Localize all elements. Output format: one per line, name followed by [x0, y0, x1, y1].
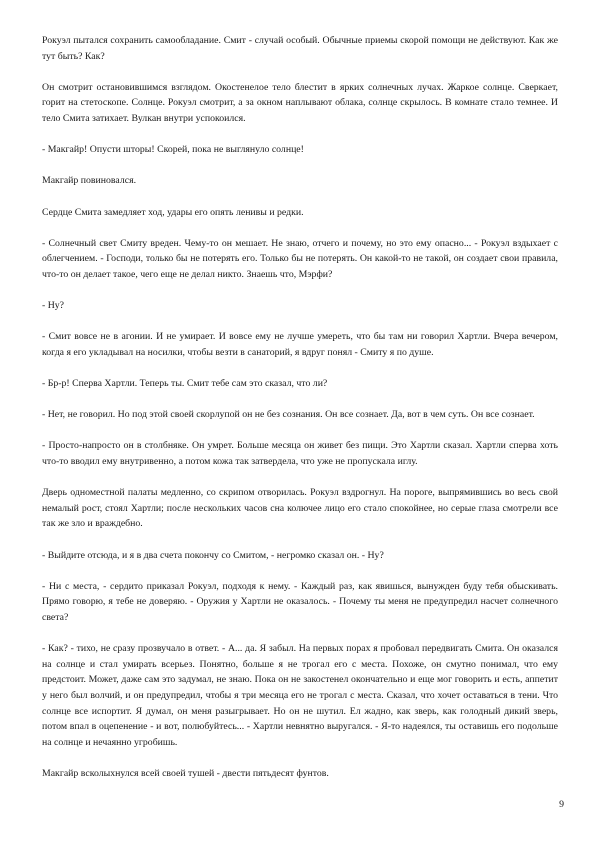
paragraph: - Нет, не говорил. Но под этой своей скорлупой он не без сознания. Он все сознает. Да, вот в чем суть. Он все сознает.	[42, 409, 535, 421]
body-text-column	[42, 33, 558, 782]
paragraph: Макгайр повиновался.	[42, 175, 137, 187]
paragraph: Дверь одноместной палаты медленно, со скрипом отворилась. Рокуэл вздрогнул. На пороге, выпрямившись во весь свой немалый рост, стоял Хартли; после нескольких часов сна колючее лицо его стало спокойнее, но серые глаза смотрели все так же зло и враждебно.	[42, 487, 558, 530]
paragraph: Макгайр всколыхнулся всей своей тушей - двести пятьдесят фунтов.	[42, 767, 329, 779]
paragraph: - Ни с места, - сердито приказал Рокуэл, подходя к нему. - Каждый раз, как явишься, вынужден буду тебя обыскивать. Прямо говорю, я тебе не доверяю. - Оружия у Хартли не оказалось. - Почему ты меня не предупредил насчет солнечного света?	[42, 580, 558, 623]
paragraph: - Как? - тихо, не сразу прозвучало в ответ. - А... да. Я забыл. На первых порах я пробовал передвигать Смита. Он оказался на солнце и стал умирать всерьез. Понятно, больше я не трогал его с места. Похоже, он смутно понимал, что ему предстоит. Может, даже сам это задумал, не знаю. Пока он не закостенел окончательно и еще мог говорить и есть, аппетит у него был волчий, и он предупредил, чтобы я три месяца его не трогал с места. Сказал, что хочет оставаться в тени. Что солнце все испортит. Я думал, он меня разыгрывает. Но он не шутил. Ел жадно, как зверь, как голодный дикий зверь, потом впал в оцепенение - и вот, полюбуйтесь... - Хартли невнятно выругался. - Я-то надеялся, ты оставишь его подольше на солнце и нечаянно угробишь.	[42, 643, 558, 748]
paragraph: - Выйдите отсюда, и я в два счета покончу со Смитом, - негромко сказал он. - Ну?	[42, 549, 384, 561]
paragraph: - Просто-напросто он в столбняке. Он умрет. Больше месяца он живет без пищи. Это Хартли сказал. Хартли сперва хоть что-то вводил ему внутривенно, а потом кожа так затвердела, что уже не пропускала иглу.	[42, 440, 558, 468]
paragraph: - Макгайр! Опусти шторы! Скорей, пока не выглянуло солнце!	[42, 144, 304, 156]
paragraph: Сердце Смита замедляет ход, удары его опять ленивы и редки.	[42, 206, 304, 218]
paragraph: - Смит вовсе не в агонии. И не умирает. И вовсе ему не лучше умереть, что бы там ни говорил Хартли. Вчера вечером, когда я его укладывал на носилки, чтобы везти в санаторий, я вдруг понял - Смиту я по душе.	[42, 331, 558, 358]
page-number: 9	[559, 799, 564, 810]
paragraph: - Бр-р! Сперва Хартли. Теперь ты. Смит тебе сам это сказал, что ли?	[42, 378, 328, 390]
paragraph: - Ну?	[42, 300, 65, 312]
paragraph: Он смотрит остановившимся взглядом. Окостенелое тело блестит в ярких солнечных лучах. Жаркое солнце. Сверкает, горит на стетоскопе. Солнце. Рокуэл смотрит, а за окном наплывают облака, солнце скрылось. В комнате стало темнее. И тело Смита затихает. Вулкан внутри успокоился.	[42, 81, 558, 124]
paragraph: Рокуэл пытался сохранить самообладание. Смит - случай особый. Обычные приемы скорой помощи не действуют. Как же тут быть? Как?	[42, 35, 558, 62]
paragraph: - Солнечный свет Смиту вреден. Чему-то он мешает. Не знаю, отчего и почему, но это ему опасно... - Рокуэл вздыхает с облегчением. - Господи, только бы не потерять его. Только бы не потерять. Он какой-то не такой, он создает свои правила, что-то он делает такое, чего еще не делал никто. Знаешь что, Мэрфи?	[42, 237, 558, 280]
